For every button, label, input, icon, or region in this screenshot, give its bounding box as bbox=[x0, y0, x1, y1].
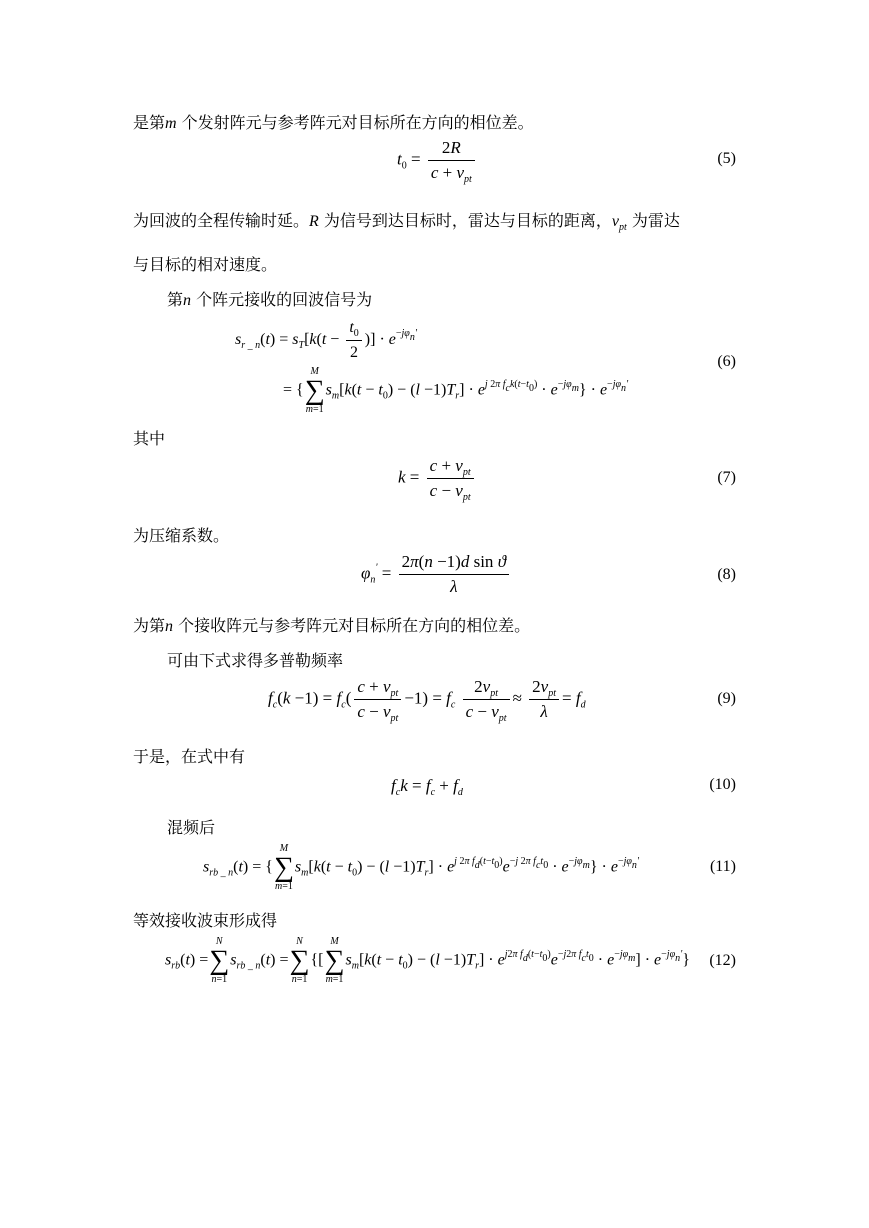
equation-number-9: (9) bbox=[717, 690, 736, 707]
equation-8: $\varphi_n'$ = $\frac{\text{2π(n −1)d sin ϑ}}{\lambda}$ bbox=[361, 550, 512, 599]
equation-10: $f_ck = f_c + f_d$ bbox=[391, 776, 463, 798]
equation-11: $s_{rb \_ n}(t)$ = { M ∑ m=1 $s_m[k(t - t_0) - (l -1)T_r] \cdot e^{j 2\pi f_d(t-t_0)}e^{-j 2\pi f_ct_0} \cdot e^{-j\varphi_m}\} \cdot e^{-j\varphi_n'}$ bbox=[203, 843, 640, 892]
paragraph-8: 可由下式求得多普勒频率 bbox=[167, 651, 344, 670]
text: 个阵元接收的回波信号为 bbox=[191, 290, 373, 309]
text: 为信号到达目标时，雷达与目标的距离， bbox=[318, 211, 612, 230]
equation-number-6: (6) bbox=[717, 353, 736, 370]
paragraph-5: 其中 bbox=[133, 429, 166, 448]
paragraph-1 bbox=[133, 113, 534, 134]
text: 个接收阵元与参考阵元对目标所在方向的相位差。 bbox=[173, 616, 531, 635]
var-v: v bbox=[611, 213, 619, 230]
equation-number-11: (11) bbox=[709, 858, 736, 875]
equation-number-8: (8) bbox=[717, 566, 736, 583]
paragraph-3: 与目标的相对速度。 bbox=[133, 255, 278, 274]
equation-number-5: (5) bbox=[717, 150, 736, 167]
var-v-sub: pt bbox=[619, 222, 627, 233]
paragraph-10: 混频后 bbox=[167, 818, 216, 837]
equation-number-12: (12) bbox=[709, 952, 736, 969]
var-n: n bbox=[165, 618, 174, 635]
equation-number-7: (7) bbox=[717, 469, 736, 486]
text: 是第 bbox=[133, 113, 166, 132]
equation-6-line-2: = { M ∑ m=1 $s_m[k(t - t_0) - (l -1)T_r] \cdot e^{j 2\pi f_ck(t-t_0)} \cdot e^{-j\varphi_m}\} \cdot e^{-j\varphi_n'}$ bbox=[283, 366, 629, 415]
paragraph-11: 等效接收波束形成得 bbox=[133, 911, 278, 930]
paragraph-2 bbox=[133, 211, 680, 232]
equation-number-10: (10) bbox=[709, 776, 736, 793]
equation-7: k = $\frac{c + v_{pt}}{c - v_{pt}}$ bbox=[398, 454, 477, 503]
text: 为雷达 bbox=[626, 211, 680, 230]
paragraph-9: 于是，在式中有 bbox=[133, 747, 246, 766]
equation-6-line-1: $s_{r \_ n}(t) = s_T[k(t$ − $\frac{t_0}{2}$ )] · $e^{-j\varphi_n'}$ bbox=[235, 316, 417, 365]
equation-9: $f_c(k -1) = f_c$( $\frac{c + v_{pt}}{c - v_{pt}}$ $-1) = f_c$ $\frac{2v_{pt}}{c - v_{pt}}$ ≈ $\frac{2v_{pt}}{\lambda}$ = $f_d$ bbox=[268, 677, 586, 724]
var-m: m bbox=[165, 115, 177, 132]
text: 为回波的全程传输时延。 bbox=[133, 211, 310, 230]
text: 第 bbox=[167, 290, 184, 309]
var-R: R bbox=[309, 213, 319, 230]
paragraph-4 bbox=[167, 290, 372, 311]
text: 为第 bbox=[133, 616, 166, 635]
equation-12: $s_{rb}(t)$ = N ∑ n=1 $s_{rb \_ n}(t)$ = N ∑ n=1 {[ M ∑ m=1 $s_m[k(t - t_0) - (l -1)T_r] \cdot e^{j2\pi f_d(t-t_0)}e^{-j2\pi f_ct_0} \cdot e^{-j\varphi_m}] \cdot e^{-j\varphi_n'}$} bbox=[165, 936, 690, 985]
text: 个发射阵元与参考阵元对目标所在方向的相位差。 bbox=[176, 113, 534, 132]
var-n: n bbox=[183, 292, 192, 309]
equation-5: $t_0$ = $\frac{2R}{c + v_{pt}}$ bbox=[397, 136, 478, 185]
paragraph-6: 为压缩系数。 bbox=[133, 526, 230, 545]
paragraph-7 bbox=[133, 616, 530, 637]
